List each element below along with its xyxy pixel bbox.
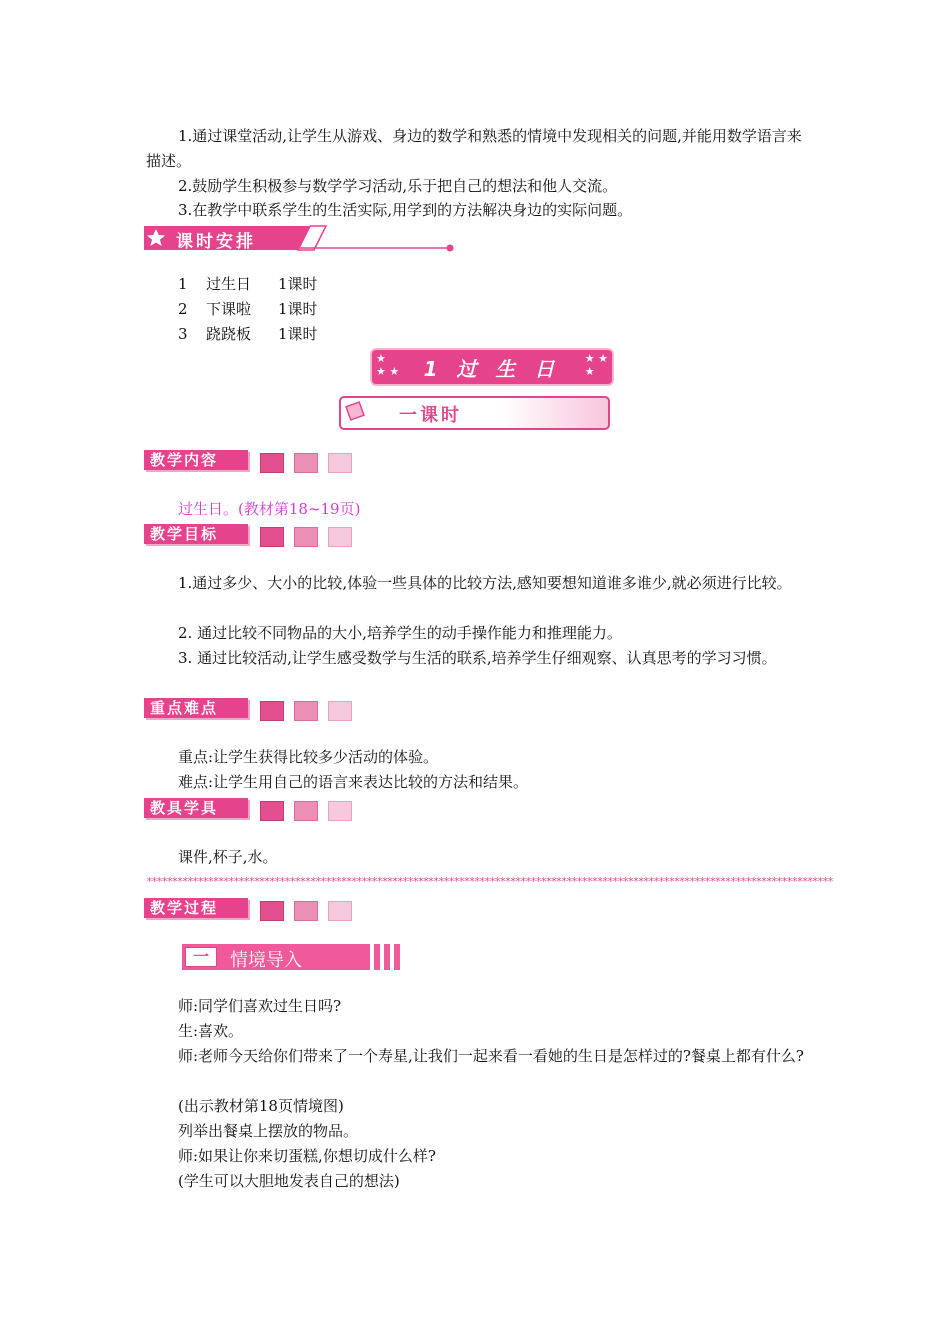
goal-1: 1.通过多少、大小的比较,体验一些具体的比较方法,感知要想知道谁多谁少,就必须进行比较。 xyxy=(178,574,792,592)
dialogue-line: (出示教材第18页情境图) xyxy=(178,1097,344,1115)
content-text: 过生日。(教材第18~19页) xyxy=(178,500,361,518)
objective-1: 1.通过课堂活动,让学生从游戏、身边的数学和熟悉的情境中发现相关的问题,并能用数学语言来描述。 xyxy=(146,127,802,170)
key-point: 重点:让学生获得比较多少活动的体验。 xyxy=(178,748,439,766)
tag-block xyxy=(294,801,318,821)
dialogue-line: (学生可以大胆地发表自己的想法) xyxy=(178,1172,400,1190)
star-icon: ★ ★ ★ xyxy=(584,352,608,378)
tag-block xyxy=(294,527,318,547)
tag-block xyxy=(294,453,318,473)
tag-block xyxy=(328,701,352,721)
goal-3: 3. 通过比较活动,让学生感受数学与生活的联系,培养学生仔细观察、认真思考的学习习惯。 xyxy=(178,649,777,667)
tag-block xyxy=(260,527,284,547)
lesson-banner-title: 1 过 生 日 xyxy=(423,357,561,381)
schedule-header-label: 课时安排 xyxy=(176,232,256,252)
lesson-sub-title: 一课时 xyxy=(399,405,462,426)
objective-3: 3.在教学中联系学生的生活实际,用学到的方法解决身边的实际问题。 xyxy=(178,201,633,219)
schedule-hours: 1课时 xyxy=(278,275,318,293)
step-number: 一 xyxy=(192,947,209,966)
schedule-title: 下课啦 xyxy=(206,300,252,318)
schedule-num: 2 xyxy=(178,300,188,318)
stripe xyxy=(384,944,390,970)
difficult-point: 难点:让学生用自己的语言来表达比较的方法和结果。 xyxy=(178,773,529,791)
tools-text: 课件,杯子,水。 xyxy=(178,848,278,866)
lesson-sub-banner xyxy=(339,396,610,430)
stars-divider: ************************************************************************************************************************************** xyxy=(146,876,833,888)
tag-block xyxy=(328,901,352,921)
schedule-row xyxy=(178,322,318,347)
dialogue-line: 师:如果让你来切蛋糕,你想切成什么样? xyxy=(178,1147,436,1165)
tag-block xyxy=(294,701,318,721)
dialogue-line: 师:老师今天给你们带来了一个寿星,让我们一起来看一看她的生日是怎样过的?餐桌上都有什么? xyxy=(178,1047,804,1065)
tag-block xyxy=(260,901,284,921)
schedule-header xyxy=(144,224,456,254)
section-label: 教学内容 xyxy=(144,450,248,470)
section-label: 重点难点 xyxy=(144,698,248,718)
tag-block xyxy=(328,801,352,821)
stripe xyxy=(374,944,380,970)
tag-block xyxy=(260,453,284,473)
dialogue-line: 列举出餐桌上摆放的物品。 xyxy=(178,1122,359,1140)
schedule-hours: 1课时 xyxy=(278,325,318,343)
section-label: 教具学具 xyxy=(144,798,248,818)
schedule-num: 3 xyxy=(178,325,188,343)
schedule-num: 1 xyxy=(178,275,188,293)
tag-block xyxy=(328,527,352,547)
tag-block xyxy=(328,453,352,473)
step-title: 情境导入 xyxy=(230,950,302,971)
step-num-box xyxy=(185,947,217,967)
star-icon: ★ ★ ★ xyxy=(376,352,400,378)
schedule-row xyxy=(178,272,318,297)
schedule-row xyxy=(178,297,318,322)
dialogue-line: 师:同学们喜欢过生日吗? xyxy=(178,997,342,1015)
diamond-icon xyxy=(343,399,373,429)
section-label: 教学过程 xyxy=(144,898,248,918)
tag-block xyxy=(294,901,318,921)
section-label: 教学目标 xyxy=(144,524,248,544)
schedule-title: 过生日 xyxy=(206,275,252,293)
step-banner xyxy=(182,944,406,970)
tag-block xyxy=(260,701,284,721)
stripe xyxy=(394,944,400,970)
goal-2: 2. 通过比较不同物品的大小,培养学生的动手操作能力和推理能力。 xyxy=(178,624,622,642)
schedule-hours: 1课时 xyxy=(278,300,318,318)
lesson-banner xyxy=(372,350,612,384)
tag-block xyxy=(260,801,284,821)
dialogue-line: 生:喜欢。 xyxy=(178,1022,244,1040)
schedule-title: 跷跷板 xyxy=(206,325,252,343)
objective-2: 2.鼓励学生积极参与数学学习活动,乐于把自己的想法和他人交流。 xyxy=(178,177,618,195)
